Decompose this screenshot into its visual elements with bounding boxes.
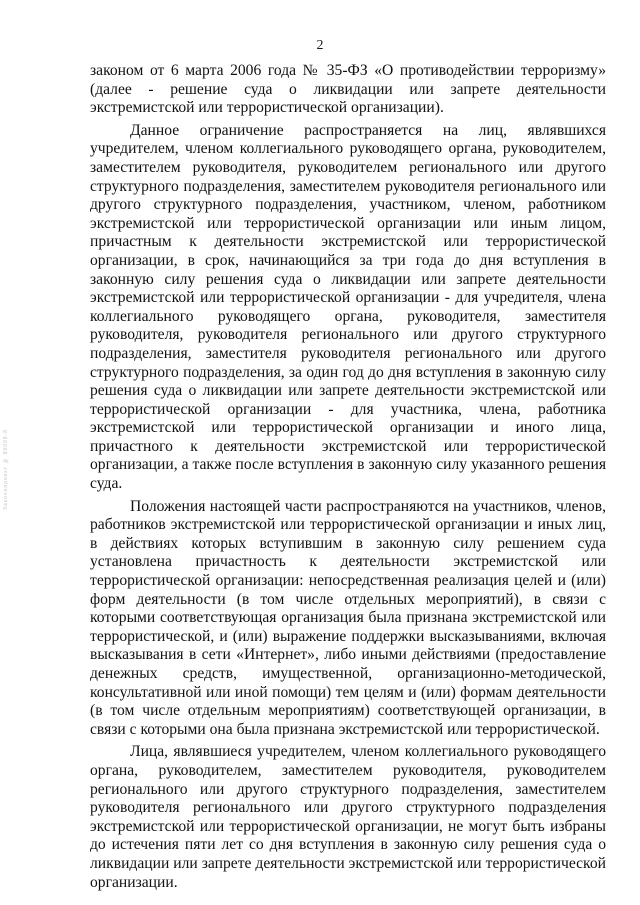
paragraph-continuation: законом от 6 марта 2006 года № 35-ФЗ «О противодействии терроризму» (далее - решение суда о ликвидации или запрете деятельности экстремистской или террористической организации). — [90, 62, 606, 117]
paragraph-restriction-scope: Данное ограничение распространяется на лиц, являвшихся учредителем, членом коллегиального руководящего органа, руководителем, заместителем руководителя, руководителем регионального или другого структурного подразделения, заместителем руководителя регионального или другого структурного подразделения, участником, членом, работником экстремистской или террористической организации или иным лицом, причастным к деятельности экстремистской или террористической организации, в срок, начинающийся за три года до дня вступления в законную силу решения суда о ликвидации или запрете деятельности экстремистской или террористической организации - для учредителя, члена коллегиального руководящего органа, руководителя, заместителя руководителя, руководителя регионального или другого структурного подразделения, заместителя руководителя регионального или другого структурного подразделения, за один год до дня вступления в законную силу решения суда о ликвидации или запрете деятельности экстремистской или террористической организации - для участника, члена, работника экстремистской или террористической организации и иного лица, причастного к деятельности экстремистской или террористической организации, а также после вступления в законную силу указанного решения суда. — [90, 121, 606, 493]
document-body — [90, 62, 606, 896]
paragraph-five-year-ban: Лица, являвшиеся учредителем, членом коллегиального руководящего органа, руководителем, заместителем руководителя, руководителем регионального или другого структурного подразделения, заместителем руководителя регионального или другого структурного подразделения экстремистской или террористической организации, не могут быть избраны до истечения пяти лет со дня вступления в законную силу решения суда о ликвидации или запрете деятельности экстремистской или террористической организации. — [90, 743, 606, 891]
margin-registration-mark: Законопроект № 80088-8 — [3, 428, 9, 510]
paragraph-involvement-definition: Положения настоящей части распространяются на участников, членов, работников экстремистской или террористической организации и иных лиц, в действиях которых вступившим в законную силу решением суда установлена причастность к деятельности экстремистской или террористической организации: непосредственная реализация целей и (или) форм деятельности (в том числе отдельных мероприятий), в связи с которыми соответствующая организация была признана экстремистской или террористической, и (или) выражение поддержки высказываниями, включая высказывания в сети «Интернет», либо иными действиями (предоставление денежных средств, имущественной, организационно-методической, консультативной или иной помощи) тем целям и (или) формам деятельности (в том числе отдельным мероприятиям) соответствующей организации, в связи с которыми она была признана экстремистской или террористической. — [90, 497, 606, 738]
page-number: 2 — [316, 38, 324, 53]
